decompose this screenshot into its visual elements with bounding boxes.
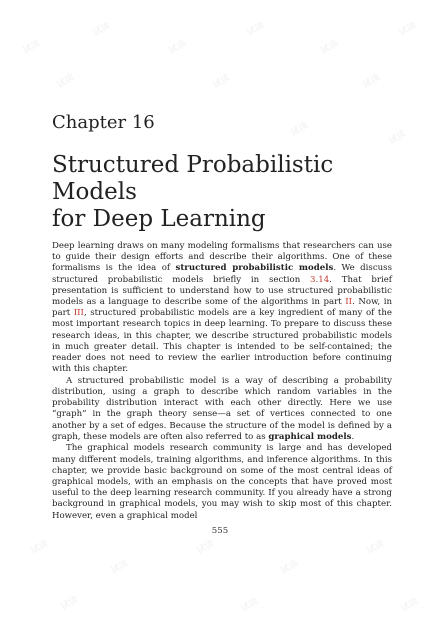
watermark: 试读 — [195, 538, 217, 557]
part-ref-link[interactable]: III — [73, 308, 84, 319]
watermark: 试读 — [365, 538, 387, 557]
chapter-title — [52, 152, 412, 233]
paragraph-text: . That brief presentation is sufficient to understand how to use structured probabilistic models as a language to describe some of the algorithms in part — [52, 274, 392, 308]
paragraph-text: . Now, in part — [52, 297, 392, 319]
watermark: 试读 — [399, 596, 421, 615]
watermark: 试读 — [361, 72, 383, 91]
watermark: 试读 — [289, 120, 311, 139]
watermark: 试读 — [279, 558, 301, 577]
paragraph-text: Deep learning draws on many modeling formalisms that researchers can use to guide their design efforts and describe their algorithms. One of these formalisms is the idea of — [52, 241, 392, 274]
watermark: 试读 — [55, 72, 77, 91]
term-structured-probabilistic-models: structured probabilistic models — [175, 263, 334, 274]
chapter-label: Chapter 16 — [52, 112, 155, 133]
paragraph-text: . We discuss structured probabilistic models briefly in section — [52, 263, 393, 285]
paragraph-text: . — [351, 431, 355, 442]
watermark: 试读 — [167, 38, 189, 57]
part-ref-link[interactable]: II — [345, 297, 353, 308]
section-ref-link[interactable]: 3.14 — [310, 274, 330, 285]
chapter-body — [52, 241, 392, 522]
watermark: 试读 — [397, 20, 419, 39]
watermark: 试读 — [211, 72, 233, 91]
intro-paragraph — [52, 241, 392, 375]
paragraph-text: , structured probabilistic models are a key ingredient of many of the most important research topics in deep learning. To prepare to discuss these research ideas, in this chapter, we describe structured probabilistic models in much greater detail. This chapter is intended to be self-contained; the reader does not need to review the earlier introduction before continuing with this chapter. — [52, 308, 392, 375]
term-graphical-models: graphical models — [268, 431, 352, 442]
page-number: 555 — [211, 526, 229, 536]
watermark: 试读 — [21, 38, 43, 57]
background-paragraph — [52, 443, 392, 521]
watermark: 试读 — [387, 128, 409, 147]
watermark: 试读 — [239, 596, 261, 615]
paragraph-text: The graphical models research community is large and has developed many different models, training algorithms, and inference algorithms. In this chapter, we provide basic background on some of the most central ideas of graphical models, with an emphasis on the concepts that have proved most useful to the deep learning research community. If you already have a strong background in graphical models, you may wish to skip most of this chapter. However, even a graphical model — [52, 443, 392, 521]
watermark: 试读 — [109, 558, 131, 577]
watermark: 试读 — [245, 20, 267, 39]
watermark: 试读 — [29, 538, 51, 557]
definition-paragraph — [52, 376, 392, 443]
paragraph-text: A structured probabilistic model is a way of describing a probability distribution, using a graph to describe which random variables in the probability distribution interact with each other directly. Here we use “graph” in the graph theory sense—a set of vertices connected to one another by a set of edges. Because the structure of the model is defined by a graph, these models are often also referred to as — [52, 375, 392, 442]
chapter-title-line-1: Structured Probabilistic Models — [52, 152, 334, 205]
watermark: 试读 — [91, 20, 113, 39]
watermark: 试读 — [59, 594, 81, 613]
chapter-title-line-2: for Deep Learning — [52, 206, 266, 232]
watermark: 试读 — [319, 38, 341, 57]
